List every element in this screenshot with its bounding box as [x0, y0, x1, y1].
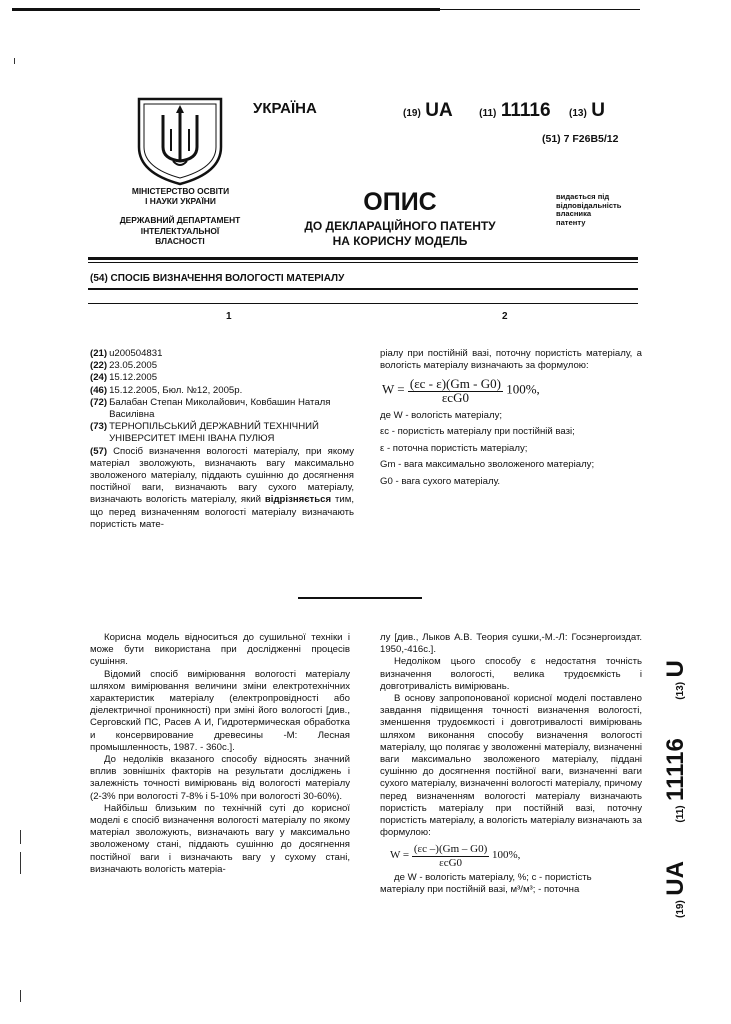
paragraph: Корисна модель відноситься до сушильної техніки і може бути використана при дослідженні процесів сушіння.	[90, 632, 350, 668]
paragraph: До недоліків вказаного способу відносять значний вплив зовнішніх факторів на результати досліджень і залежність точності вимірювань від вологості матеріалу (2-3% при вологості 7-8% і 5-10% при вологості 30-60%).	[90, 754, 350, 802]
country-name: УКРАЇНА	[253, 100, 317, 117]
biblio-row: (22) 23.05.2005	[90, 360, 158, 372]
variable-definition: де W - вологість матеріалу;	[380, 409, 503, 421]
variable-definition: ε - поточна пористість матеріалу;	[380, 442, 528, 454]
section-separator	[298, 597, 422, 599]
header-rule-1	[88, 257, 638, 260]
biblio-row: (21) u200504831	[90, 348, 163, 359]
paragraph: В основу запропонованої корисної моделі поставлено завдання підвищення точності визначення вологості, зменшення трудоємкості і довготривалості вимірювань шляхом виконання способу визначення вологості матеріалу, що полягає у зволоженні матеріалу, визначенні ваги максимально зволоженого матеріалу, піддані сушінню до досягнення постійної ваги, визначенні ваги сухого матеріалу, визначенні вологості матеріалу, причому перед визначенням вологості матеріалу визначають пористість матеріалу при постійній вазі, поточну пористість матеріалу, а вологість матеріалу визначають за формулою:	[380, 693, 642, 839]
paragraph: Відомий спосіб вимірювання вологості матеріалу шляхом вимірювання величини зміни електротехнічних характеристик матеріалу (електропровідності або діелектричної проникності) при зміні його вологості [див., Серговский ПС, Расев А И, Гидротермическая обработка и консервирование древесины -М: Лесная промышленность, 1987. - 360с.].	[90, 668, 350, 753]
variable-definition: Gm - вага максимально зволоженого матеріалу;	[380, 459, 595, 471]
variable-definition: εс - пористість матеріалу при постійній вазі;	[380, 426, 575, 438]
bibliographic-data	[90, 348, 354, 531]
paragraph: де W - вологість матеріалу, %; с - пористість	[394, 871, 592, 883]
biblio-row: (46) 15.12.2005, Бюл. №12, 2005р.	[90, 384, 243, 396]
paragraph: лу [див., Лыков А.В. Теория сушки,-М.-Л: Госэнергоиздат. 1950,-416с.].	[380, 632, 642, 656]
variable-definition: G0 - вага сухого матеріалу.	[380, 475, 501, 487]
paragraph: матеріалу при постійній вазі, м³/м³; - поточна	[380, 884, 580, 896]
paragraph: Найбільш близьким по технічній суті до корисної моделі є спосіб визначення вологості матеріалу по якому матеріал зволожують, визначають вагу у максимально зволоженому стані, піддають сушінню до досягнення постійної ваги і визначають вагу у сухому стані, визначають вологість матеріа-	[90, 802, 350, 875]
paragraph: Недоліком цього способу є недостатня точність визначення вологості, велика трудоємкість і довготривалість вимірювань.	[380, 656, 642, 692]
document-subtitle: ДО ДЕКЛАРАЦІЙНОГО ПАТЕНТУ НА КОРИСНУ МОДЕЛЬ	[304, 219, 496, 248]
department-name: ДЕРЖАВНИЙ ДЕПАРТАМЕНТ ІНТЕЛЕКТУАЛЬНОЇ ВЛАСНОСТІ	[119, 215, 241, 246]
formula-1: W = $\frac{(\varepsilon с - \varepsilon)(Gm - G0)}{\text{εсG0}}$ 100%,	[382, 376, 540, 405]
right-column-top	[380, 348, 642, 490]
top-rule-thick	[12, 8, 440, 11]
side-patent-label: (19) UA (11) 11116 (13) U	[662, 660, 689, 918]
margin-mark	[20, 990, 21, 1002]
patent-number-line	[403, 100, 605, 122]
ipc-class: (51) 7 F26B5/12	[542, 133, 619, 145]
formula-2: W = $\frac{(\varepsilon с -)(Gm - G0)}{\text{εсG0}}$ 100%,	[390, 843, 521, 869]
biblio-row: (24) 15.12.2005	[90, 372, 158, 384]
code-13: (13)	[569, 108, 587, 119]
margin-mark	[20, 830, 21, 844]
country-code: UA	[425, 100, 453, 121]
biblio-row: (73) ТЕРНОПІЛЬСЬКИЙ ДЕРЖАВНИЙ ТЕХНІЧНИЙ УНІВЕРСИТЕТ ІМЕНІ ІВАНА ПУЛЮЯ	[90, 421, 319, 445]
margin-mark	[14, 58, 15, 64]
issued-note: видається під відповідальність власника патенту	[556, 192, 622, 227]
biblio-row: (72) Балабан Степан Миколайович, Ковбашин Наталя Василівна	[90, 396, 331, 421]
ministry-name: МІНІСТЕРСТВО ОСВІТИ І НАУКИ УКРАЇНИ	[131, 186, 230, 206]
description-right	[380, 632, 642, 896]
code-11: (11)	[479, 108, 497, 119]
margin-mark	[20, 852, 21, 874]
patent-number: 11116	[500, 100, 551, 121]
claim-57: (57) Спосіб визначення вологості матеріалу, при якому матеріал зволожують, визначають вагу максимально зволоженого матеріалу, піддають сушінню до досягнення постійної ваги, визначають вагу сухого матеріалу, визначають вологість матеріалу, який відрізняється тим, що перед визначенням вологості матеріалу визначають пористість мате-	[90, 445, 354, 530]
code-19: (19)	[403, 108, 421, 119]
invention-title: (54) СПОСІБ ВИЗНАЧЕННЯ ВОЛОГОСТІ МАТЕРІАЛУ	[90, 273, 345, 284]
column-number-1: 1	[226, 311, 232, 322]
document-title: ОПИС	[363, 188, 437, 216]
title-rule-1	[88, 288, 638, 290]
title-rule-2	[88, 303, 638, 304]
column-number-2: 2	[502, 311, 508, 322]
top-rule-thin	[440, 9, 640, 10]
description-left	[90, 632, 350, 876]
coat-of-arms-emblem	[135, 95, 225, 187]
kind-code: U	[591, 100, 605, 121]
header-rule-2	[88, 262, 638, 263]
claim-continuation: ріалу при постійній вазі, поточну пористість матеріалу, а вологість матеріалу визначають за формулою:	[380, 348, 642, 372]
